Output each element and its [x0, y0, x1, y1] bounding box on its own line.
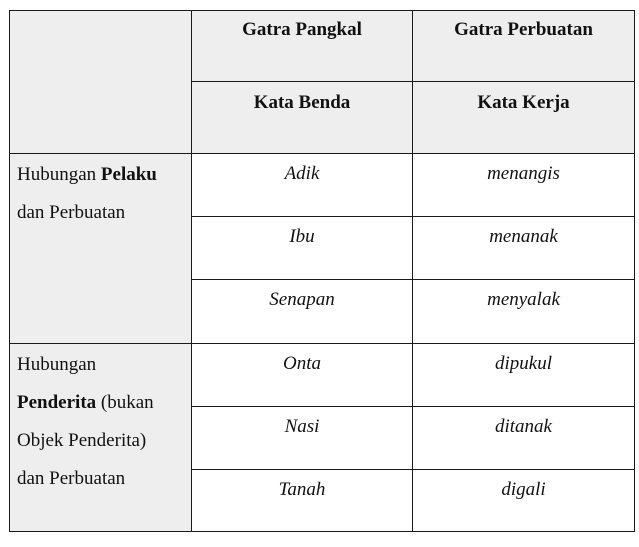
verb-value: dipukul [495, 353, 552, 374]
group2-label-line1: Hubungan [17, 354, 97, 375]
corner-cell [10, 11, 192, 154]
table-row-6-verb [413, 470, 634, 531]
header-col2-sub: Kata Kerja [477, 92, 570, 113]
table-row-3-noun [192, 280, 413, 344]
header-kata-kerja [413, 82, 634, 154]
noun-value: Tanah [278, 479, 326, 500]
group2-label-bold: Penderita [17, 392, 97, 413]
noun-value: Nasi [284, 416, 320, 437]
group2-label-line3: Objek Penderita) [17, 430, 147, 451]
group1-label-line2: dan Perbuatan [17, 202, 126, 223]
table-row-1-verb [413, 154, 634, 217]
table-row-4-noun [192, 344, 413, 407]
header-gatra-perbuatan [413, 11, 634, 82]
grammar-table [9, 10, 635, 532]
table-row-5-noun [192, 407, 413, 470]
verb-value: digali [501, 479, 546, 500]
group2-label-line4: dan Perbuatan [17, 468, 126, 489]
header-col2-title: Gatra Perbuatan [454, 19, 593, 40]
group2-label-line2 [17, 384, 191, 422]
verb-value: menanak [489, 226, 558, 247]
header-kata-benda [192, 82, 413, 154]
verb-value: menangis [487, 163, 560, 184]
verb-value: ditanak [495, 416, 552, 437]
table-row-4-verb [413, 344, 634, 407]
group1-label-bold: Pelaku [100, 164, 157, 185]
group1-label-prefix: Hubungan [17, 164, 101, 185]
table-row-2-noun [192, 217, 413, 280]
noun-value: Ibu [289, 226, 315, 247]
group-label-penderita [10, 344, 192, 531]
table-row-3-verb [413, 280, 634, 344]
table-row-6-noun [192, 470, 413, 531]
header-gatra-pangkal [192, 11, 413, 82]
table-row-2-verb [413, 217, 634, 280]
header-col1-title: Gatra Pangkal [242, 19, 362, 40]
noun-value: Adik [284, 163, 320, 184]
group-label-pelaku [10, 154, 192, 344]
noun-value: Onta [283, 353, 321, 374]
table-row-1-noun [192, 154, 413, 217]
group2-label-after-bold: (bukan [96, 392, 154, 413]
table-row-5-verb [413, 407, 634, 470]
header-col1-sub: Kata Benda [253, 92, 351, 113]
group1-label-line1 [17, 156, 191, 194]
verb-value: menyalak [487, 289, 560, 310]
noun-value: Senapan [269, 289, 335, 310]
